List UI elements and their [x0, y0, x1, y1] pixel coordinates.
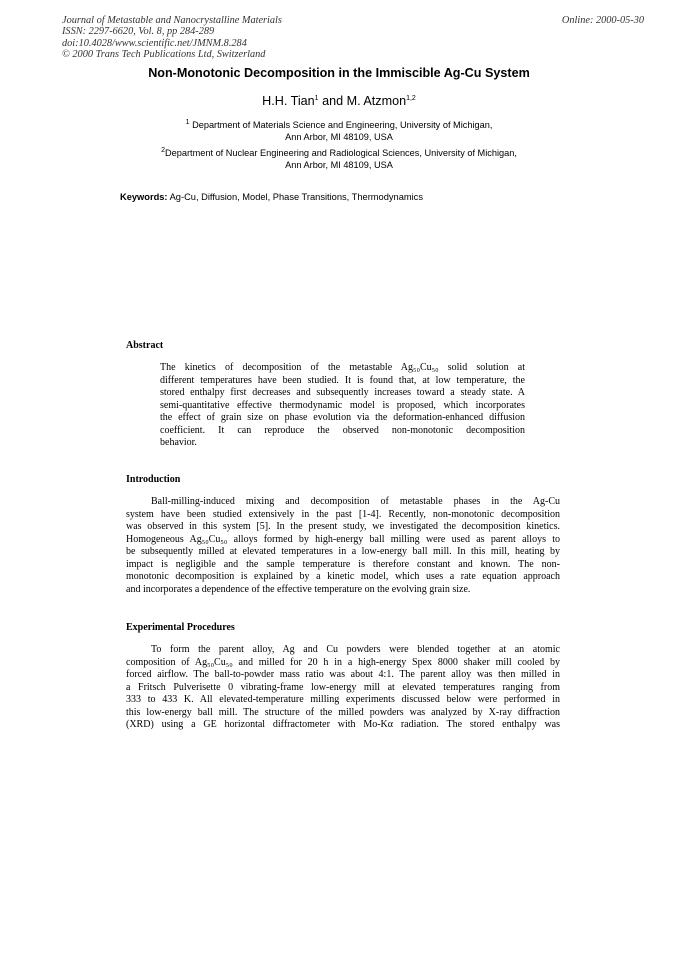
- text-line: a Fritsch Pulverisette 0 vibrating-frame low-energy mill at elevated temperatures ranging from: [126, 681, 560, 693]
- issn-line: ISSN: 2297-6620, Vol. 8, pp 284-289: [62, 26, 215, 38]
- abstract-text: [160, 362, 525, 450]
- author-name: H.H. Tian: [262, 94, 315, 108]
- text-line: stored enthalpy first decreases and subsequently increases toward a steady state. A: [160, 387, 525, 398]
- author-separator: and: [318, 94, 347, 108]
- text-line: was observed in this system [5]. In the present study, we investigated the decomposition kinetics.: [126, 521, 560, 532]
- journal-name: Journal of Metastable and Nanocrystalline Materials: [62, 15, 282, 26]
- text-line: To form the parent alloy, Ag and Cu powders were blended together at an atomic: [126, 644, 560, 655]
- affiliation-line: Ann Arbor, MI 48109, USA: [285, 131, 393, 142]
- keywords: [120, 192, 423, 202]
- introduction-text: [126, 496, 560, 596]
- text-line: impact is negligible and the sample temperature is therefore constant and known. The non-: [126, 558, 560, 570]
- online-date: Online: 2000-05-30: [561, 15, 644, 26]
- text-line: the effect of grain size on phase evolution via the deformation-enhanced diffusion: [160, 412, 525, 423]
- author-affiliation-mark: 1,2: [406, 94, 416, 102]
- author-affiliation-mark: 1: [314, 94, 319, 102]
- text-line: The kinetics of decomposition of the metastable Ag₅₀Cu₅₀ solid solution at: [160, 362, 525, 373]
- copyright-line: © 2000 Trans Tech Publications Ltd, Switzerland: [62, 49, 266, 61]
- text-line: monotonic decomposition is explained by a kinetic model, which uses a rate equation approach: [126, 571, 560, 582]
- experimental-text: [126, 644, 560, 732]
- text-line: semi-quantitative effective thermodynamic model is proposed, which incorporates: [160, 399, 525, 411]
- text-line: be subsequently milled at elevated temperatures in a low-energy ball mill. In this mill, heating by: [126, 546, 560, 557]
- affiliation-mark: 2: [161, 146, 166, 154]
- text-line: composition of Ag₅₀Cu₅₀ and milled for 20 h in a high-energy Spex 8000 shaker mill cooled by: [126, 656, 560, 668]
- text-line: Ball-milling-induced mixing and decomposition of metastable phases in the Ag-Cu: [126, 496, 560, 507]
- text-line: this low-energy ball mill. The structure of the milled powders was analyzed by X-ray diffraction: [126, 706, 560, 718]
- author-name: M. Atzmon: [346, 94, 407, 108]
- text-line: and incorporates a dependence of the effective temperature on the evolving grain size.: [126, 583, 471, 595]
- author-list: [0, 94, 678, 108]
- keywords-list: Ag-Cu, Diffusion, Model, Phase Transitions, Thermodynamics: [167, 192, 423, 202]
- abstract-heading: Abstract: [126, 340, 164, 351]
- journal-header: [62, 15, 282, 61]
- affiliation-line: Department of Nuclear Engineering and Radiological Sciences, University of Michigan,: [165, 148, 517, 158]
- affiliation-2: [0, 148, 678, 171]
- text-line: system have been studied extensively in the past [1-4]. Recently, non-monotonic decomposition: [126, 508, 560, 520]
- text-line: coefficient. It can reproduce the observed non-monotonic decomposition: [160, 424, 525, 436]
- introduction-heading: Introduction: [126, 474, 181, 485]
- affiliation-1: [0, 120, 678, 143]
- text-line: behavior.: [160, 437, 197, 448]
- affiliation-line: Ann Arbor, MI 48109, USA: [285, 159, 393, 170]
- doi-line: doi:10.4028/www.scientific.net/JMNM.8.284: [62, 37, 247, 49]
- text-line: Homogeneous Ag₅₀Cu₅₀ alloys formed by high-energy ball milling were used as parent alloys to: [126, 533, 560, 545]
- paper-title: Non-Monotonic Decomposition in the Immiscible Ag-Cu System: [148, 66, 530, 80]
- text-line: forced airflow. The ball-to-powder mass ratio was about 4:1. The parent alloy was then milled in: [126, 669, 560, 680]
- experimental-heading: Experimental Procedures: [126, 622, 235, 633]
- keywords-label: Keywords:: [120, 192, 168, 202]
- text-line: (XRD) using a GE horizontal diffractometer with Mo-Kα radiation. The stored enthalpy was: [126, 719, 560, 730]
- affiliation-line: Department of Materials Science and Engineering, University of Michigan,: [192, 120, 493, 130]
- text-line: 333 to 433 K. All elevated-temperature milling experiments discussed below were performed in: [126, 694, 560, 705]
- text-line: different temperatures have been studied. It is found that, at low temperature, the: [160, 374, 525, 386]
- affiliation-mark: 1: [185, 118, 190, 126]
